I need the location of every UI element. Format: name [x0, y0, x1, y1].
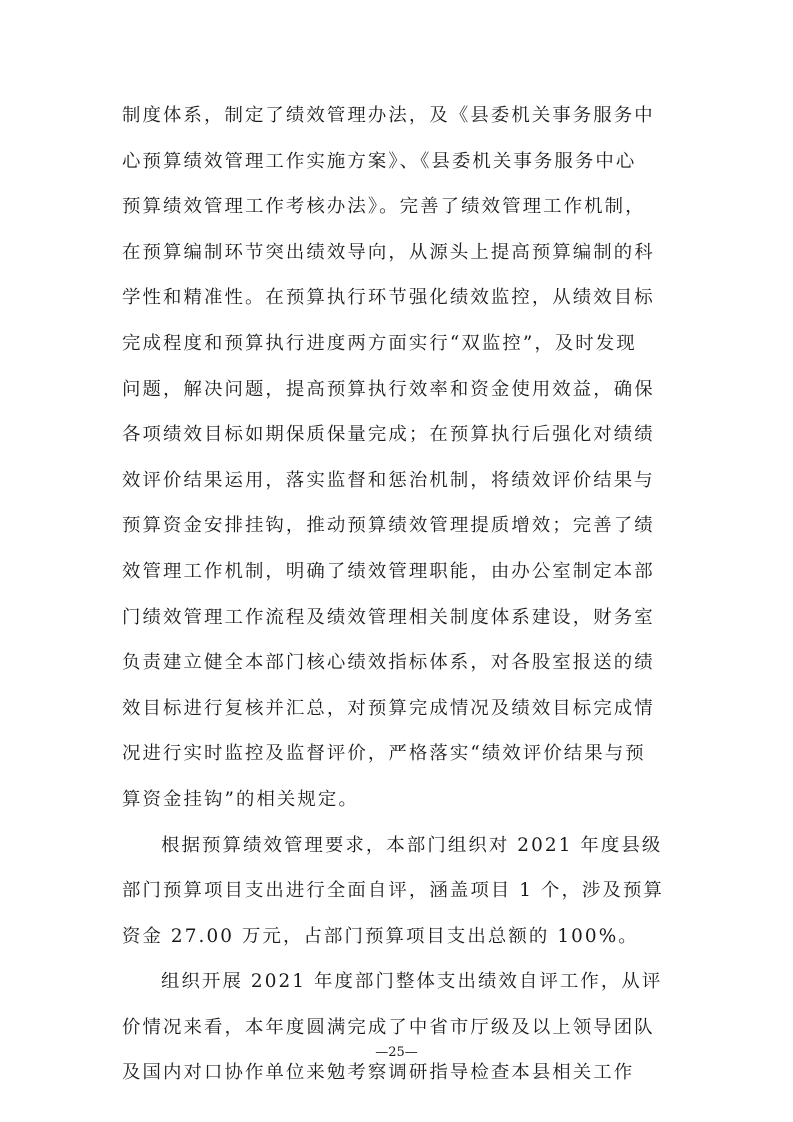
paragraph-2-line: 资金 27.00 万元，占部门预算项目支出总额的 100%。	[122, 925, 639, 947]
paragraph-1-line: 心预算绩效管理工作实施方案》、《县委机关事务服务中心	[122, 150, 637, 172]
paragraph-1-line: 门绩效管理工作流程及绩效管理相关制度体系建设，财务室	[122, 606, 655, 628]
paragraph-2-line: 根据预算绩效管理要求，本部门组织对 2021 年度县级	[161, 834, 663, 856]
paragraph-1-line: 问题，解决问题，提高预算执行效率和资金使用效益，确保	[122, 378, 655, 400]
page-number: —25—	[375, 1045, 418, 1060]
paragraph-1-line: 预算资金安排挂钩，推动预算绩效管理提质增效；完善了绩	[122, 515, 655, 537]
paragraph-2	[122, 823, 671, 960]
paragraph-1-line: 算资金挂钩”的相关规定。	[122, 788, 359, 810]
paragraph-1-line: 学性和精准性。在预算执行环节强化绩效监控，从绩效目标	[122, 287, 655, 309]
paragraph-3-line: 组织开展 2021 年度部门整体支出绩效自评工作，从评	[161, 971, 663, 993]
paragraph-2-line: 部门预算项目支出进行全面自评，涵盖项目 1 个，涉及预算	[122, 880, 664, 902]
paragraph-3-line: 及国内对口协作单位来勉考察调研指导检查本县相关工作	[122, 1062, 635, 1084]
paragraph-1-line: 况进行实时监控及监督评价，严格落实“绩效评价结果与预	[122, 743, 646, 765]
paragraph-1-line: 效管理工作机制，明确了绩效管理职能，由办公室制定本部	[122, 560, 655, 582]
paragraph-1-line: 在预算编制环节突出绩效导向，从源头上提高预算编制的科	[122, 241, 655, 263]
paragraph-3-line: 价情况来看，本年度圆满完成了中省市厅级及以上领导团队	[122, 1016, 655, 1038]
document-body	[122, 93, 671, 1096]
paragraph-1-line: 制度体系，制定了绩效管理办法，及《县委机关事务服务中	[122, 105, 655, 126]
paragraph-1-line: 各项绩效目标如期保质保量完成；在预算执行后强化对绩绩	[122, 424, 655, 446]
paragraph-1-line: 效目标进行复核并汇总，对预算完成情况及绩效目标完成情	[122, 697, 655, 719]
paragraph-1	[122, 93, 671, 823]
paragraph-1-line: 负责建立健全本部门核心绩效指标体系，对各股室报送的绩	[122, 652, 655, 674]
paragraph-3	[122, 959, 671, 1096]
paragraph-1-line: 预算绩效管理工作考核办法》。完善了绩效管理工作机制，	[122, 196, 646, 218]
paragraph-1-line: 完成程度和预算执行进度两方面实行“双监控”，及时发现	[122, 332, 637, 354]
paragraph-1-line: 效评价结果运用，落实监督和惩治机制，将绩效评价结果与	[122, 469, 655, 491]
